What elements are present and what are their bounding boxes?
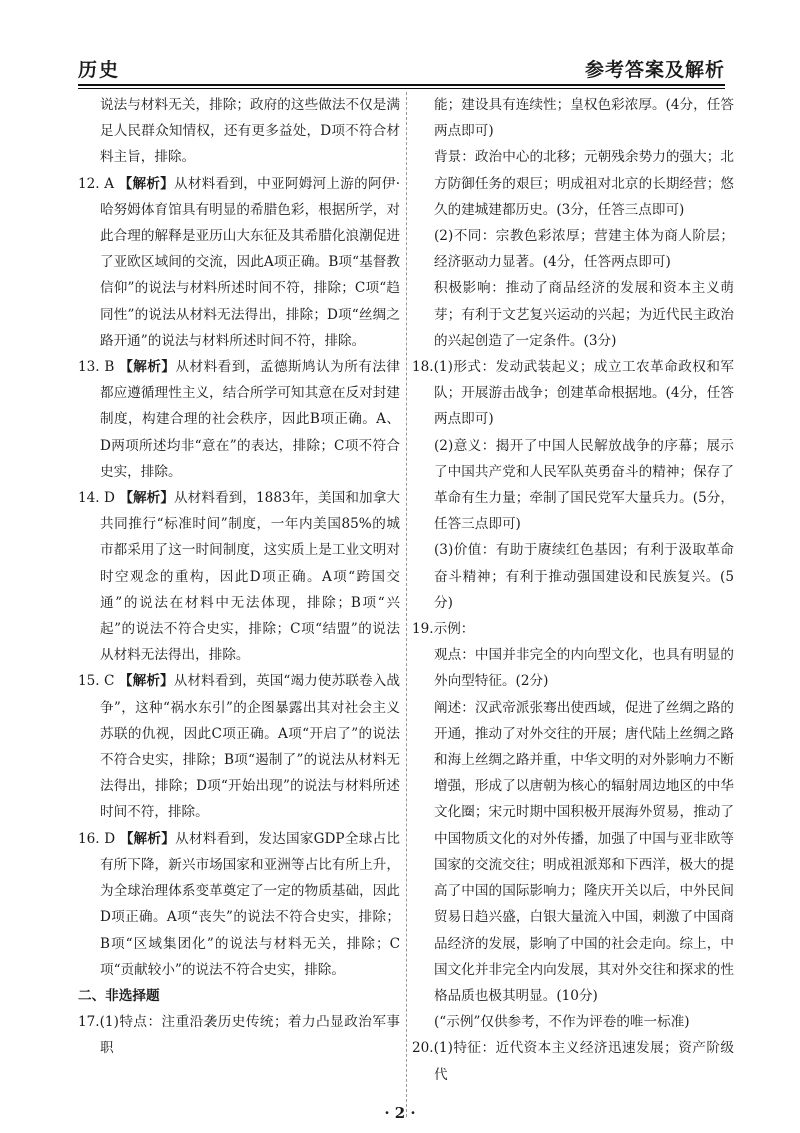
q18-part2: (2)意义：揭开了中国人民解放战争的序幕；展示了中国共产党和人民军队英勇奋斗的精神；保存了革命有生力量；牵制了国民党军大量兵力。(5分，任答三点即可) [434, 437, 734, 533]
answer-text: 从材料看到，中亚阿姆河上游的阿伊·哈努姆体育馆具有明显的希腊色彩，根据所学，对此合理的解释是亚历山大东征及其希腊化浪潮促进了亚欧区域间的交流，因此A项正确。B项“基督教信仰”的说法与材料所述时间不符，排除；C项“趋同性”的说法从材料无法得出，排除；D项“丝绸之路开通”的说法与材料所述时间不符，排除。 [100, 175, 401, 349]
continued-paragraph: 说法与材料无关，排除；政府的这些做法不仅是满足人民群众知情权，还有更多益处，D项不符合材料主旨，排除。 [100, 97, 400, 166]
answer-q17 [78, 1009, 400, 1061]
answer-text: (1)形式：发动武装起义；成立工农革命政权和军队；开展游击战争；创建革命根据地。(4分，任答两点即可) [433, 359, 734, 428]
answer-text: (1)特点：注重沿袭历史传统；着力凸显政治军事职 [99, 1014, 400, 1057]
answer-number: 16. D [78, 830, 116, 847]
answer-q16 [78, 826, 400, 983]
column-divider [406, 92, 407, 1117]
analysis-label: 【解析】 [119, 359, 176, 376]
q19-viewpoint: 观点：中国并非完全的内向型文化，也具有明显的外向型特征。(2分) [434, 647, 734, 690]
answer-text: 从材料看到，英国“竭力使苏联卷入战争”，这种“祸水东引”的企图暴露出其对社会主义苏联的仇视，因此C项正确。A项“开启了”的说法不符合史实，排除；B项“遏制了”的说法从材料无法得出，排除；D项“开始出现”的说法与材料所述时间不符，排除。 [100, 673, 401, 821]
subject-title: 历史 [78, 59, 121, 81]
analysis-label: 【解析】 [118, 673, 174, 690]
answer-number: 15. C [78, 673, 115, 690]
answer-title: 参考答案及解析 [584, 59, 725, 81]
analysis-label: 【解析】 [119, 490, 175, 507]
q17-part2: (2)不同：宗教色彩浓厚；营建主体为商人阶层；经济驱动力显著。(4分，任答两点即可) [434, 228, 734, 271]
q18-part3: (3)价值：有助于赓续红色基因；有利于汲取革命奋斗精神；有利于推动强国建设和民族复兴。(5分) [434, 542, 734, 611]
answer-number: 12. A [78, 175, 115, 192]
analysis-label: 【解析】 [119, 830, 176, 847]
answer-text: 从材料看到，1883年，美国和加拿大共同推行“标准时间”制度，一年内美国85%的城市都采用了这一时间制度，这实质上是工业文明对时空观念的重构，因此D项正确。A项“跨国交通”的说法在材料中无法体现，排除；B项“兴起”的说法不符合史实，排除；C项“结盟”的说法从材料无法得出，排除。 [100, 490, 400, 664]
page-number: · 2 · [384, 1104, 416, 1122]
answer-q12 [78, 171, 400, 354]
analysis-label: 【解析】 [118, 175, 175, 192]
answer-text: (1)特征：近代资本主义经济迅速发展；资产阶级代 [433, 1040, 734, 1083]
answer-number: 19. [412, 621, 434, 638]
answer-number: 17. [78, 1014, 100, 1031]
answer-number: 13. B [78, 359, 115, 376]
answer-number: 18. [412, 359, 434, 376]
answer-number: 14. D [78, 490, 115, 507]
answer-text: 示例： [433, 621, 475, 638]
q17-impact: 积极影响：推动了商品经济的发展和资本主义萌芽；有利于文艺复兴运动的兴起；为近代民主政治的兴起创造了一定条件。(3分) [434, 280, 734, 349]
q19-elaboration: 阐述：汉武帝派张骞出使西域，促进了丝绸之路的开通，推动了对外交往的开展；唐代陆上丝绸之路和海上丝绸之路并重，中华文明的对外影响力不断增强，形成了以唐朝为核心的辐射周边地区的中华文化圈；宋元时期中国积极开展海外贸易，推动了中国物质文化的对外传播，加强了中国与亚非欧等国家的交流交往；明成祖派郑和下西洋，极大的提高了中国的国际影响力；隆庆开关以后，中外民间贸易日趋兴盛，白银大量流入中国，刺激了中国商品经济的发展，影响了中国的社会走向。综上，中国文化并非完全内向发展，其对外交往和探求的性格品质也极其明显。(10分) [434, 699, 734, 1004]
answer-text: 从材料看到，孟德斯鸠认为所有法律都应遵循理性主义，结合所学可知其意在反对封建制度，构建合理的社会秩序，因此B项正确。A、D两项所述均非“意在”的表达，排除；C项不符合史实，排除。 [100, 359, 401, 480]
left-column [78, 92, 400, 1062]
answer-q13 [78, 354, 400, 485]
section-title: 二、非选择题 [78, 987, 160, 1004]
q19-note: (“示例”仅供参考，不作为评卷的唯一标准) [434, 1014, 690, 1031]
answer-number: 20. [412, 1040, 434, 1057]
answer-q18 [412, 354, 734, 433]
q17-continued: 能；建设具有连续性；皇权色彩浓厚。(4分，任答两点即可) [434, 97, 734, 140]
answer-q20 [412, 1035, 734, 1087]
answer-q19 [412, 616, 734, 642]
header-rule [78, 84, 725, 89]
answer-q15 [78, 668, 400, 825]
answer-text: 从材料看到，发达国家GDP全球占比有所下降，新兴市场国家和亚洲等占比有所上升，为全球治理体系变革奠定了一定的物质基础，因此D项正确。A项“丧失”的说法不符合史实，排除；B项“区域集团化”的说法与材料无关，排除；C项“贡献较小”的说法不符合史实，排除。 [100, 830, 401, 978]
right-column [412, 92, 734, 1088]
answer-q14 [78, 485, 400, 668]
q17-background: 背景：政治中心的北移；元朝残余势力的强大；北方防御任务的艰巨；明成祖对北京的长期经营；悠久的建城建都历史。(3分，任答三点即可) [434, 149, 734, 218]
page-header [78, 48, 725, 82]
